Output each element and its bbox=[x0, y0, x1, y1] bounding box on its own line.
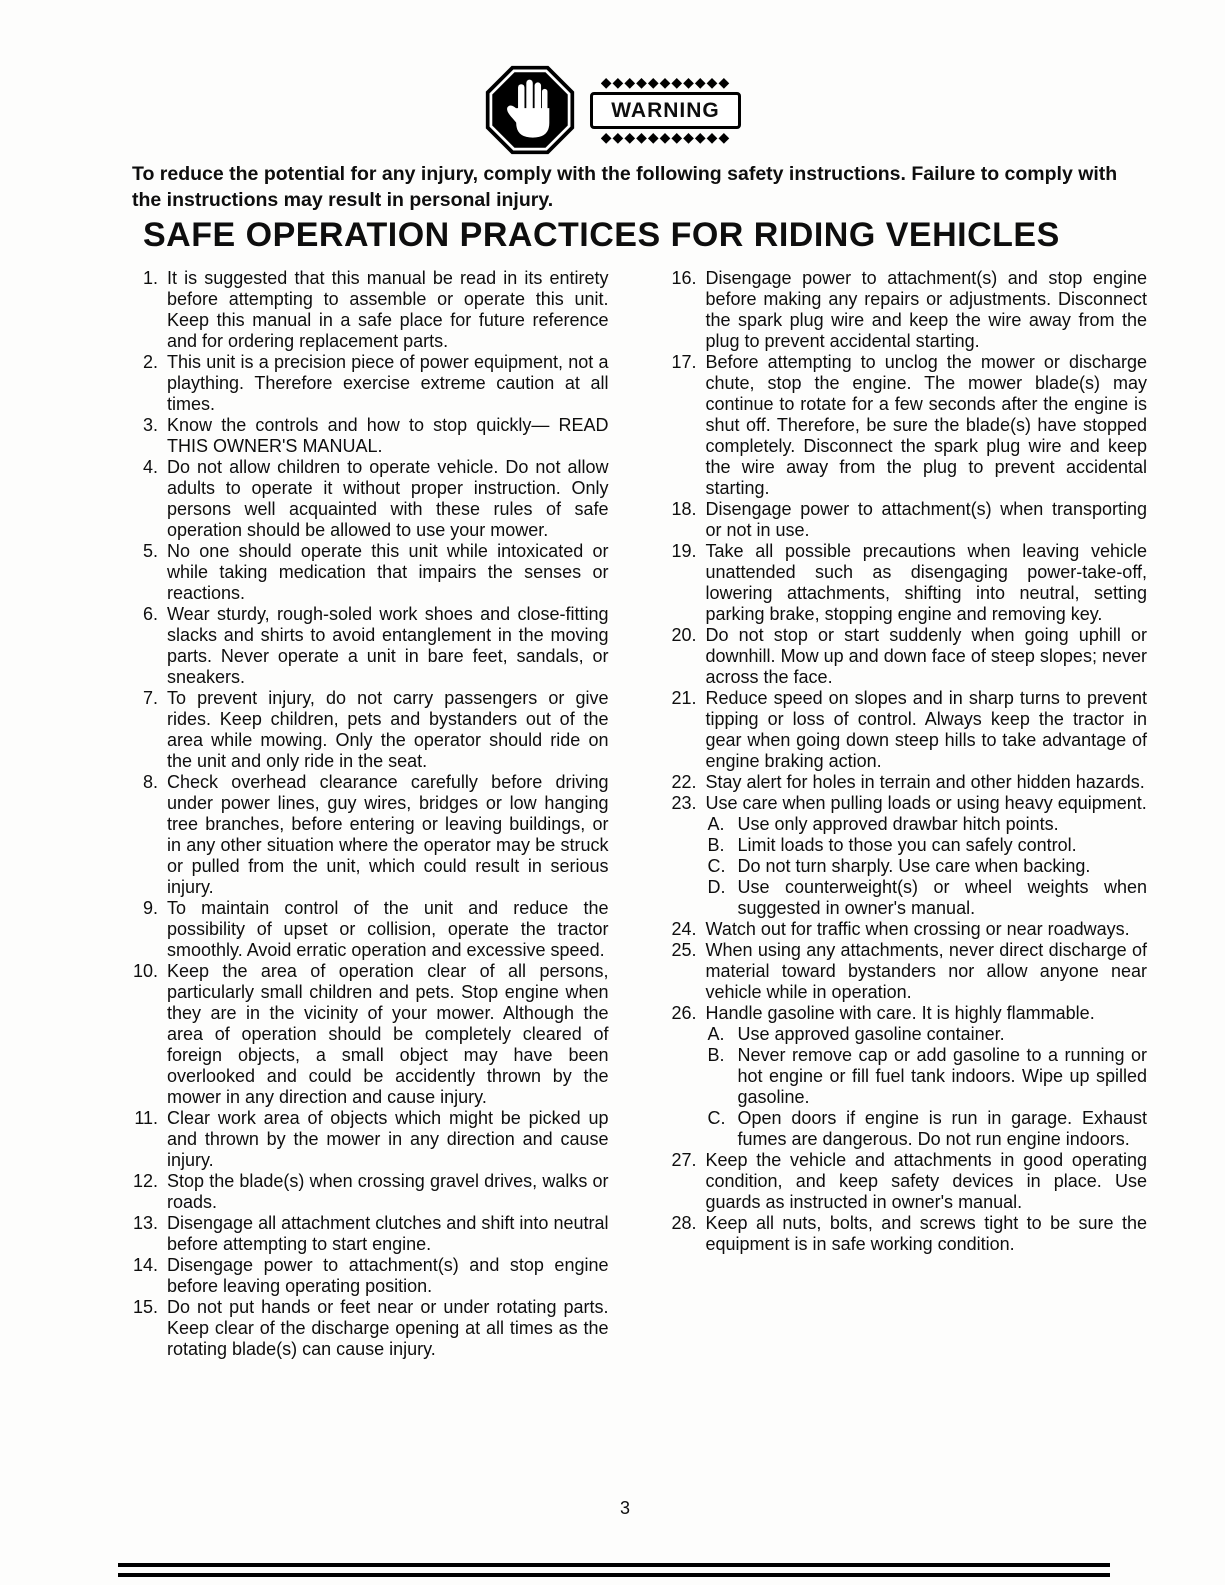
sub-item bbox=[708, 814, 1148, 835]
item-number: 4. bbox=[142, 457, 158, 477]
item-number: 27. bbox=[671, 1150, 697, 1170]
item-text: When using any attachments, never direct discharge of material toward bystanders nor allow anyone near vehicle while in operation. bbox=[705, 940, 1147, 1002]
list-item bbox=[659, 1003, 1148, 1150]
list-item bbox=[659, 499, 1148, 541]
sub-item-letter: B. bbox=[707, 835, 725, 855]
item-number: 8. bbox=[142, 772, 158, 792]
item-text: Stop the blade(s) when crossing gravel drives, walks or roads. bbox=[167, 1171, 609, 1212]
sub-item bbox=[708, 1024, 1148, 1045]
item-text: This unit is a precision piece of power equipment, not a plaything. Therefore exercise extreme caution at all times. bbox=[167, 352, 609, 414]
item-text: Clear work area of objects which might be picked up and thrown by the mower in any direction and cause injury. bbox=[167, 1108, 609, 1170]
list-item bbox=[659, 268, 1148, 352]
item-number: 15. bbox=[132, 1297, 158, 1317]
item-text: Do not stop or start suddenly when going uphill or downhill. Mow up and down face of steep slopes; never across the face. bbox=[705, 625, 1147, 687]
bottom-rule-bottom bbox=[118, 1573, 1110, 1577]
sub-item-letter: A. bbox=[707, 814, 725, 834]
item-number: 12. bbox=[132, 1171, 158, 1191]
sub-item bbox=[708, 856, 1148, 877]
item-text: Disengage power to attachment(s) when transporting or not in use. bbox=[705, 499, 1147, 540]
list-item bbox=[120, 688, 609, 772]
item-text: To maintain control of the unit and reduce the possibility of upset or collision, operate the tractor smoothly. Avoid erratic operation and excessive speed. bbox=[167, 898, 609, 960]
item-text: Disengage power to attachment(s) and stop engine before leaving operating position. bbox=[167, 1255, 609, 1296]
warning-header bbox=[0, 64, 1225, 156]
list-item bbox=[120, 1297, 609, 1360]
item-number: 14. bbox=[132, 1255, 158, 1275]
sub-item bbox=[708, 1045, 1148, 1108]
item-number: 10. bbox=[132, 961, 158, 981]
item-text: Keep the area of operation clear of all persons, particularly small children and pets. Stop engine when they are in the vicinity of your mower. Although the area of operation should be completely cleared of foreign objects, a small object may have been overlooked and could be accidently thrown by the mower in any direction and cause injury. bbox=[167, 961, 609, 1107]
intro-paragraph: To reduce the potential for any injury, comply with the following safety instructions. Failure to comply with the instructions may result in personal injury. bbox=[132, 163, 1118, 211]
list-item bbox=[659, 772, 1148, 793]
left-column bbox=[120, 268, 609, 1360]
warning-badge bbox=[590, 75, 741, 146]
list-item bbox=[120, 1108, 609, 1171]
item-text: Do not allow children to operate vehicle. Do not allow adults to operate it without proper instruction. Only persons well acquainted with these rules of safe operation should be allowed to use your mower. bbox=[167, 457, 609, 540]
item-text: Wear sturdy, rough-soled work shoes and close-fitting slacks and shirts to avoid entanglement in the moving parts. Never operate a unit in bare feet, sandals, or sneakers. bbox=[167, 604, 609, 687]
item-number: 21. bbox=[671, 688, 697, 708]
item-number: 11. bbox=[134, 1108, 158, 1128]
list-item bbox=[659, 1150, 1148, 1213]
sub-item-text: Never remove cap or add gasoline to a running or hot engine or fill fuel tank indoors. Wipe up spilled gasoline. bbox=[737, 1045, 1147, 1107]
sub-item bbox=[708, 835, 1148, 856]
list-item bbox=[659, 793, 1148, 919]
sub-item-letter: C. bbox=[707, 856, 726, 876]
safety-instructions bbox=[120, 268, 1147, 1360]
item-text: Check overhead clearance carefully before driving under power lines, guy wires, bridges or low hanging tree branches, before entering or leaving buildings, or in any other situation where the operator may be struck or pulled from the unit, which could result in serious injury. bbox=[167, 772, 609, 897]
bottom-rule-top bbox=[118, 1563, 1110, 1567]
item-number: 20. bbox=[671, 625, 697, 645]
diamond-border-top-icon: ◆◆◆◆◆◆◆◆◆◆◆ bbox=[600, 74, 731, 90]
item-text: Watch out for traffic when crossing or near roadways. bbox=[705, 919, 1130, 939]
item-text: Handle gasoline with care. It is highly flammable. bbox=[705, 1003, 1095, 1023]
sub-item-text: Use only approved drawbar hitch points. bbox=[737, 814, 1059, 834]
list-item bbox=[120, 415, 609, 457]
item-number: 1. bbox=[142, 268, 158, 288]
item-text: Do not put hands or feet near or under rotating parts. Keep clear of the discharge opening at all times as the rotating blade(s) can cause injury. bbox=[167, 1297, 609, 1359]
item-number: 6. bbox=[142, 604, 158, 624]
item-text: It is suggested that this manual be read in its entirety before attempting to assemble or operate this unit. Keep this manual in a safe place for future reference and for ordering replacement parts. bbox=[167, 268, 609, 351]
sub-item-text: Use approved gasoline container. bbox=[737, 1024, 1005, 1044]
warning-label: WARNING bbox=[590, 92, 741, 129]
sub-item-letter: B. bbox=[707, 1045, 725, 1065]
item-text: Reduce speed on slopes and in sharp turns to prevent tipping or loss of control. Always keep the tractor in gear when going down steep hills to take advantage of engine braking action. bbox=[705, 688, 1147, 771]
item-text: To prevent injury, do not carry passengers or give rides. Keep children, pets and bystanders out of the area while mowing. Only the operator should ride on the unit and only ride in the seat. bbox=[167, 688, 609, 771]
item-number: 19. bbox=[671, 541, 697, 561]
list-item bbox=[120, 898, 609, 961]
list-item bbox=[659, 688, 1148, 772]
list-item bbox=[120, 772, 609, 898]
sub-item bbox=[708, 1108, 1148, 1150]
item-number: 22. bbox=[671, 772, 697, 792]
list-item bbox=[120, 1171, 609, 1213]
item-number: 25. bbox=[671, 940, 697, 960]
sub-item-letter: A. bbox=[707, 1024, 725, 1044]
list-item bbox=[120, 457, 609, 541]
item-text: Keep all nuts, bolts, and screws tight to be sure the equipment is in safe working condition. bbox=[705, 1213, 1147, 1254]
item-number: 16. bbox=[671, 268, 697, 288]
list-item bbox=[120, 268, 609, 352]
list-item bbox=[120, 604, 609, 688]
item-number: 13. bbox=[132, 1213, 158, 1233]
item-number: 23. bbox=[671, 793, 697, 813]
list-item bbox=[120, 352, 609, 415]
item-text: No one should operate this unit while intoxicated or while taking medication that impairs the senses or reactions. bbox=[167, 541, 609, 603]
sub-item bbox=[708, 877, 1148, 919]
item-text: Stay alert for holes in terrain and other hidden hazards. bbox=[705, 772, 1145, 792]
item-text: Disengage all attachment clutches and shift into neutral before attempting to start engine. bbox=[167, 1213, 609, 1254]
item-number: 17. bbox=[671, 352, 697, 372]
diamond-border-bottom-icon: ◆◆◆◆◆◆◆◆◆◆◆ bbox=[600, 129, 731, 145]
sub-item-letter: C. bbox=[707, 1108, 726, 1128]
list-item bbox=[659, 919, 1148, 940]
list-item bbox=[120, 1255, 609, 1297]
item-text: Know the controls and how to stop quickly— READ THIS OWNER'S MANUAL. bbox=[167, 415, 609, 456]
list-item bbox=[659, 541, 1148, 625]
page-number: 3 bbox=[619, 1498, 630, 1518]
item-number: 7. bbox=[142, 688, 158, 708]
sub-item-text: Open doors if engine is run in garage. Exhaust fumes are dangerous. Do not run engine indoors. bbox=[737, 1108, 1147, 1149]
item-text: Keep the vehicle and attachments in good operating condition, and keep safety devices in place. Use guards as instructed in owner's manual. bbox=[705, 1150, 1147, 1212]
item-number: 18. bbox=[671, 499, 697, 519]
item-number: 9. bbox=[142, 898, 158, 918]
sub-item-text: Limit loads to those you can safely control. bbox=[737, 835, 1077, 855]
item-number: 2. bbox=[142, 352, 158, 372]
list-item bbox=[120, 1213, 609, 1255]
item-number: 26. bbox=[671, 1003, 697, 1023]
list-item bbox=[120, 541, 609, 604]
item-number: 28. bbox=[671, 1213, 697, 1233]
list-item bbox=[659, 352, 1148, 499]
item-text: Use care when pulling loads or using heavy equipment. bbox=[705, 793, 1147, 813]
item-number: 3. bbox=[142, 415, 158, 435]
right-column bbox=[659, 268, 1148, 1360]
list-item bbox=[120, 961, 609, 1108]
item-number: 5. bbox=[142, 541, 158, 561]
sub-item-letter: D. bbox=[707, 877, 726, 897]
sub-item-text: Use counterweight(s) or wheel weights when suggested in owner's manual. bbox=[737, 877, 1147, 918]
item-number: 24. bbox=[671, 919, 697, 939]
list-item bbox=[659, 940, 1148, 1003]
stop-hand-icon bbox=[484, 64, 576, 156]
page-title: SAFE OPERATION PRACTICES FOR RIDING VEHICLES bbox=[143, 216, 1060, 254]
item-text: Before attempting to unclog the mower or discharge chute, stop the engine. The mower blade(s) may continue to rotate for a few seconds after the engine is shut off. Therefore, be sure the blade(s) have stopped completely. Disconnect the spark plug wire and keep the wire away from the plug to prevent accidental starting. bbox=[705, 352, 1147, 498]
item-text: Take all possible precautions when leaving vehicle unattended such as disengaging power-take-off, lowering attachments, shifting into neutral, setting parking brake, stopping engine and removing key. bbox=[705, 541, 1147, 624]
list-item bbox=[659, 1213, 1148, 1255]
sub-item-text: Do not turn sharply. Use care when backing. bbox=[737, 856, 1091, 876]
list-item bbox=[659, 625, 1148, 688]
item-text: Disengage power to attachment(s) and stop engine before making any repairs or adjustments. Disconnect the spark plug wire and keep the wire away from the plug to prevent accidental starting. bbox=[705, 268, 1147, 351]
